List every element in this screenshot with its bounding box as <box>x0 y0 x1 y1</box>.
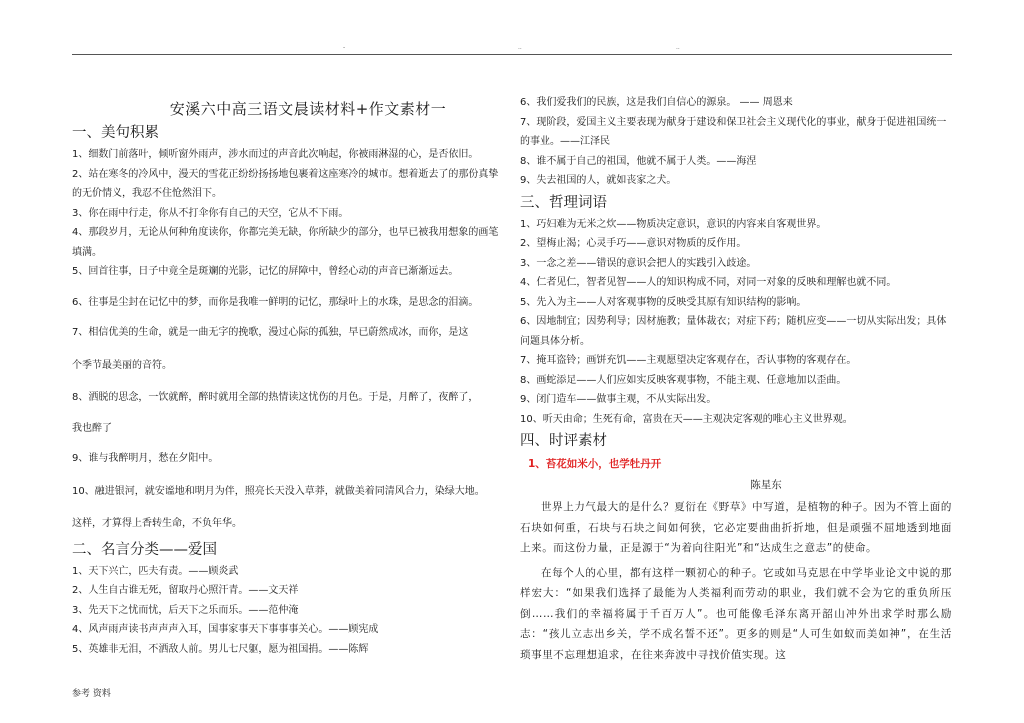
list-item: 2、望梅止渴；心灵手巧——意识对物质的反作用。 <box>520 238 747 249</box>
right-column <box>520 93 952 665</box>
list-item: 4、风声雨声读书声声声入耳，国事家事天下事事事关心。——顾宪成 <box>72 624 379 635</box>
list-item: 7、掩耳盗铃；画饼充饥——主观愿望决定客观存在，否认事物的客观存在。 <box>520 355 857 366</box>
header-rule <box>72 54 952 55</box>
list-item: 5、回首往事，日子中竟全是斑斓的光影，记忆的屏障中，曾经心动的声音已渐渐远去。 <box>72 266 459 277</box>
list-item: 2、人生自古谁无死，留取丹心照汗青。——文天祥 <box>72 585 299 596</box>
list-item: 1、巧妇难为无米之炊——物质决定意识，意识的内容来自客观世界。 <box>520 218 827 230</box>
list-item: 6、我们爱我们的民族，这是我们自信心的源泉。 —— 周恩来 <box>520 97 793 108</box>
list-item: 10、融进银河，就安谧地和明月为伴，照亮长天没入草莽，就做美着同清风合力，染绿大地。 <box>72 485 485 497</box>
list-item: 4、仁者见仁，智者见智——人的知识构成不同，对同一对象的反映和理解也就不同。 <box>520 277 897 288</box>
article-paragraph: 在每个人的心里，都有这样一颗初心的种子。它或如马克思在中学毕业论文中说的那样宏大：“如果我们选择了最能为人类福利而劳动的职业，我们就不会为它的重负所压倒……我们的幸福将属于千百万人”。也可能像毛泽东离开韶山冲外出求学时那么励志：“孩儿立志出乡关，学不成名誓不还”。更多的则是“人可生如蚁而美如神”，在生活琐事里不忘理想追求，在往来奔波中寻找价值实现。这 <box>520 566 952 661</box>
list-item: 3、你在雨中行走，你从不打伞你有自己的天空，它从不下雨。 <box>72 207 349 219</box>
list-item: 1、细数门前落叶，倾听窗外雨声，涉水而过的声音此次响起，你被雨淋湿的心，是否依旧。 <box>72 149 479 160</box>
header-mark: - <box>343 44 346 51</box>
section-heading-beautiful-sentences: 一、美句积累 <box>72 125 159 141</box>
section-heading-philosophy-idioms: 三、哲理词语 <box>520 194 607 211</box>
list-item: 2、站在寒冬的冷风中，漫天的雪花正纷纷扬扬地包裹着这座寒冷的城市。想着逝去了的那份真挚的无价情义，我忍不住怆然泪下。 <box>72 168 499 199</box>
list-item: 5、英雄非无泪，不洒敌人前。男儿七尺躯，愿为祖国捐。——陈辉 <box>72 643 369 655</box>
list-item: 7、现阶段，爱国主义主要表现为献身于建设和保卫社会主义现代化的事业，献身于促进祖国统一的事业。——江泽民 <box>520 116 947 147</box>
list-item: 8、画蛇添足——人们应如实反映客观事物，不能主观、任意地加以歪曲。 <box>520 374 847 386</box>
list-item: 8、洒脱的思念，一饮就醉，醉时就用全部的热情读这忧伤的月色。于是，月醉了，夜醉了， <box>72 392 479 403</box>
list-item: 9、谁与我醉明月，愁在夕阳中。 <box>72 453 219 464</box>
list-item: 10、听天由命；生死有命，富贵在天——主观决定客观的唯心主义世界观。 <box>520 413 853 425</box>
list-item: 9、失去祖国的人，就如丧家之犬。 <box>520 175 677 186</box>
page-title: 安溪六中高三语文晨读材料+作文素材一 <box>169 100 447 118</box>
section-heading-commentary-material: 四、时评素材 <box>520 433 607 449</box>
list-item: 4、那段岁月，无论从何种角度读你，你都完美无缺，你所缺少的部分，也早已被我用想象的画笔填满。 <box>72 227 499 258</box>
article-paragraph: 世界上力气最大的是什么？夏衍在《野草》中写道，是植物的种子。因为不管上面的石块如何重，石块与石块之间如何狭，它必定要曲曲折折地，但是顽强不屈地透到地面上来。而这份力量，正是源于“为着向往阳光”和“达成生之意志”的使命。 <box>520 501 952 554</box>
list-item: 我也醉了 <box>72 422 112 434</box>
article-author: 陈星东 <box>750 479 782 491</box>
list-item: 7、相信优美的生命，就是一曲无字的挽歌，漫过心际的孤独，早已蔚然成冰，而你，是这 <box>72 327 469 338</box>
article-subtitle: 1、苔花如米小，也学牡丹开 <box>528 458 662 470</box>
list-item: 这样，才算得上香转生命，不负年华。 <box>72 518 242 529</box>
list-item: 8、谁不属于自己的祖国，他就不属于人类。——海涅 <box>520 155 757 167</box>
list-item: 3、先天下之忧而忧，后天下之乐而乐。——范仲淹 <box>72 604 299 616</box>
header-mark: .. <box>518 44 522 51</box>
left-column <box>72 92 504 659</box>
header-mark: .. <box>676 44 680 51</box>
footer-text: 参考 资料 <box>72 689 111 699</box>
list-item: 6、因地制宜；因势利导；因材施教；量体裁衣；对症下药；随机应变——一切从实际出发；具体问题具体分析。 <box>520 316 947 347</box>
list-item: 6、往事是尘封在记忆中的梦，而你是我唯一鲜明的记忆，那绿叶上的水珠，是思念的泪滴。 <box>72 296 479 308</box>
list-item: 个季节最美丽的音符。 <box>72 359 172 371</box>
list-item: 1、天下兴亡，匹夫有责。——顾炎武 <box>72 565 239 577</box>
section-heading-patriotism-quotes: 二、名言分类——爱国 <box>72 541 217 558</box>
list-item: 9、闭门造车——做事主观，不从实际出发。 <box>520 394 717 405</box>
list-item: 3、一念之差——错误的意识会把人的实践引入歧途。 <box>520 257 757 269</box>
list-item: 5、先入为主——人对客观事物的反映受其原有知识结构的影响。 <box>520 296 807 308</box>
